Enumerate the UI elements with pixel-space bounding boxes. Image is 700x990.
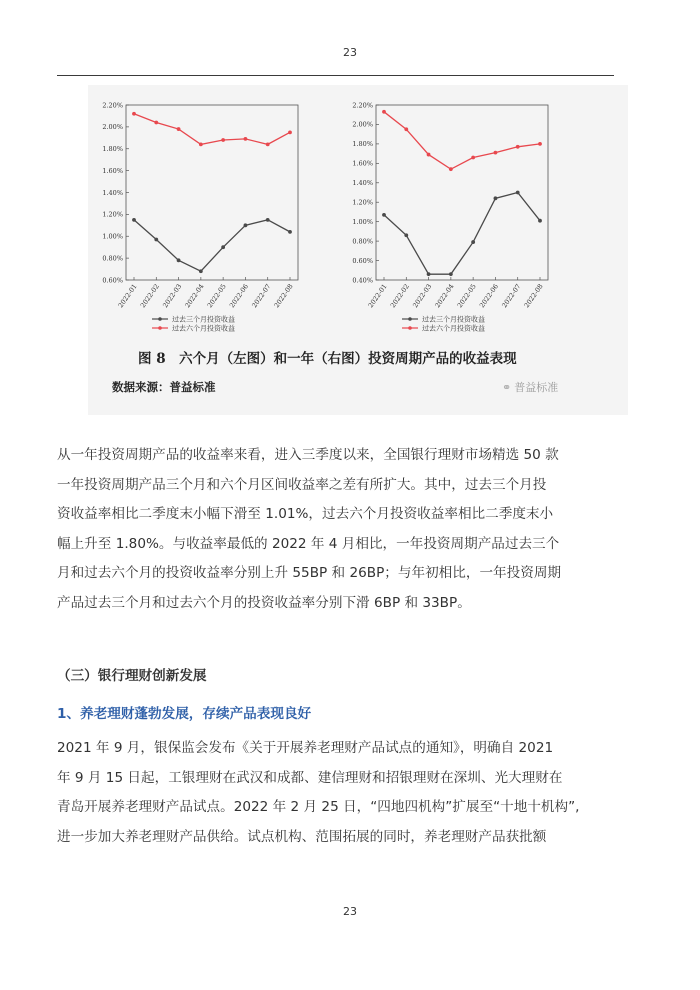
data-point (494, 151, 498, 155)
paragraph-line: 年 9 月 15 日起，工银理财在武汉和成都、建信理财和招银理财在深圳、光大理财在 (57, 769, 563, 786)
x-tick-label: 2022-06 (228, 282, 251, 310)
paragraph-1 (57, 441, 617, 618)
data-point (494, 196, 498, 200)
y-tick-label: 2.00% (352, 120, 373, 129)
data-point (288, 130, 292, 134)
x-tick-label: 2022-01 (366, 282, 389, 310)
page-number-bottom: 23 (343, 905, 357, 918)
data-point (244, 137, 248, 141)
data-point (266, 218, 270, 222)
header-rule (57, 75, 614, 76)
paragraph-line: 从一年投资周期产品的收益率来看，进入三季度以来，全国银行理财市场精选 50 款 (57, 447, 559, 463)
chart-right (338, 85, 608, 340)
data-point (132, 112, 136, 116)
y-tick-label: 1.20% (102, 210, 123, 219)
data-point (244, 223, 248, 227)
data-point (177, 258, 181, 262)
y-tick-label: 0.40% (352, 276, 373, 285)
paragraph-line: 进一步加大养老理财产品供给。试点机构、范围拓展的同时，养老理财产品获批额 (57, 828, 547, 845)
x-tick-label: 2022-05 (205, 282, 228, 310)
paragraph-line: 幅上升至 1.80%。与收益率最低的 2022 年 4 月相比，一年投资周期产品过去三个 (57, 535, 560, 552)
legend-label: 过去三个月投资收益 (172, 315, 235, 324)
figure-caption: 图 8 六个月（左图）和一年（右图）投资周期产品的收益表现 (138, 351, 517, 367)
y-tick-label: 0.60% (102, 276, 123, 285)
paragraph-line: 青岛开展养老理财产品试点。2022 年 2 月 25 日，“四地四机构”扩展至“十地十机构”, (57, 799, 580, 815)
y-tick-label: 1.40% (352, 179, 373, 188)
y-tick-label: 2.20% (352, 101, 373, 110)
figure-source: 数据来源：普益标准 (112, 380, 216, 394)
legend-label: 过去三个月投资收益 (422, 315, 485, 324)
data-point (199, 269, 203, 273)
x-tick-label: 2022-03 (161, 282, 184, 310)
x-tick-label: 2022-07 (250, 282, 273, 310)
data-point (199, 142, 203, 146)
y-tick-label: 1.60% (102, 166, 123, 175)
data-point (154, 121, 158, 125)
y-tick-label: 1.40% (102, 188, 123, 197)
wechat-icon: ⚭ (502, 381, 512, 394)
subsection-heading: 1、养老理财蓬勃发展，存续产品表现良好 (57, 706, 312, 722)
y-tick-label: 2.20% (102, 101, 123, 110)
chart-left (88, 85, 358, 340)
legend-swatch-marker (158, 326, 162, 330)
chart-left-svg (88, 85, 358, 340)
legend-label: 过去六个月投资收益 (422, 324, 485, 333)
data-point (449, 167, 453, 171)
plot-frame (126, 105, 298, 280)
data-point (538, 219, 542, 223)
data-point (404, 233, 408, 237)
y-tick-label: 1.80% (352, 140, 373, 149)
paragraph-line: 资收益率相比二季度末小幅下滑至 1.01%，过去六个月投资收益率相比二季度末小 (57, 506, 554, 522)
data-point (221, 138, 225, 142)
x-tick-label: 2022-07 (500, 282, 523, 310)
data-point (538, 142, 542, 146)
page-number-top: 23 (343, 46, 357, 59)
x-tick-label: 2022-08 (522, 282, 545, 310)
data-point (471, 240, 475, 244)
y-tick-label: 1.00% (352, 217, 373, 226)
data-point (288, 230, 292, 234)
y-tick-label: 0.80% (352, 237, 373, 246)
data-point (449, 272, 453, 276)
paragraph-line: 产品过去三个月和过去六个月的投资收益率分别下滑 6BP 和 33BP。 (57, 594, 471, 611)
paragraph-2 (57, 734, 617, 852)
data-point (266, 142, 270, 146)
data-point (177, 127, 181, 131)
data-point (516, 145, 520, 149)
y-tick-label: 2.00% (102, 123, 123, 132)
y-tick-label: 1.60% (352, 159, 373, 168)
data-point (382, 110, 386, 114)
x-tick-label: 2022-04 (183, 282, 206, 310)
x-tick-label: 2022-04 (433, 282, 456, 310)
data-point (404, 127, 408, 131)
x-tick-label: 2022-02 (388, 282, 411, 310)
y-tick-label: 0.80% (102, 254, 123, 263)
x-tick-label: 2022-02 (138, 282, 161, 310)
x-tick-label: 2022-06 (478, 282, 501, 310)
y-tick-label: 1.00% (102, 232, 123, 241)
data-point (154, 238, 158, 242)
x-tick-label: 2022-05 (455, 282, 478, 310)
data-point (132, 218, 136, 222)
data-point (427, 153, 431, 157)
y-tick-label: 0.60% (352, 256, 373, 265)
y-tick-label: 1.20% (352, 198, 373, 207)
plot-frame (376, 105, 548, 280)
x-tick-label: 2022-03 (411, 282, 434, 310)
watermark-text: 普益标准 (514, 381, 559, 394)
x-tick-label: 2022-08 (272, 282, 295, 310)
figure-8 (88, 85, 628, 415)
x-tick-label: 2022-01 (116, 282, 139, 310)
legend-swatch-marker (408, 317, 412, 321)
series-line (384, 112, 540, 169)
y-tick-label: 1.80% (102, 145, 123, 154)
series-line (134, 220, 290, 271)
watermark (502, 379, 558, 395)
series-line (384, 193, 540, 275)
data-point (221, 245, 225, 249)
data-point (427, 272, 431, 276)
data-point (382, 213, 386, 217)
chart-right-svg (338, 85, 608, 340)
legend-swatch-marker (158, 317, 162, 321)
paragraph-line: 2021 年 9 月，银保监会发布《关于开展养老理财产品试点的通知》，明确自 2021 (57, 740, 554, 756)
series-line (134, 114, 290, 145)
legend-swatch-marker (408, 326, 412, 330)
paragraph-line: 一年投资周期产品三个月和六个月区间收益率之差有所扩大。其中，过去三个月投 (57, 476, 547, 493)
data-point (471, 156, 475, 160)
data-point (516, 191, 520, 195)
legend-label: 过去六个月投资收益 (172, 324, 235, 333)
section-heading: （三）银行理财创新发展 (57, 668, 207, 684)
paragraph-line: 月和过去六个月的投资收益率分别上升 55BP 和 26BP；与年初相比，一年投资周期 (57, 565, 562, 581)
